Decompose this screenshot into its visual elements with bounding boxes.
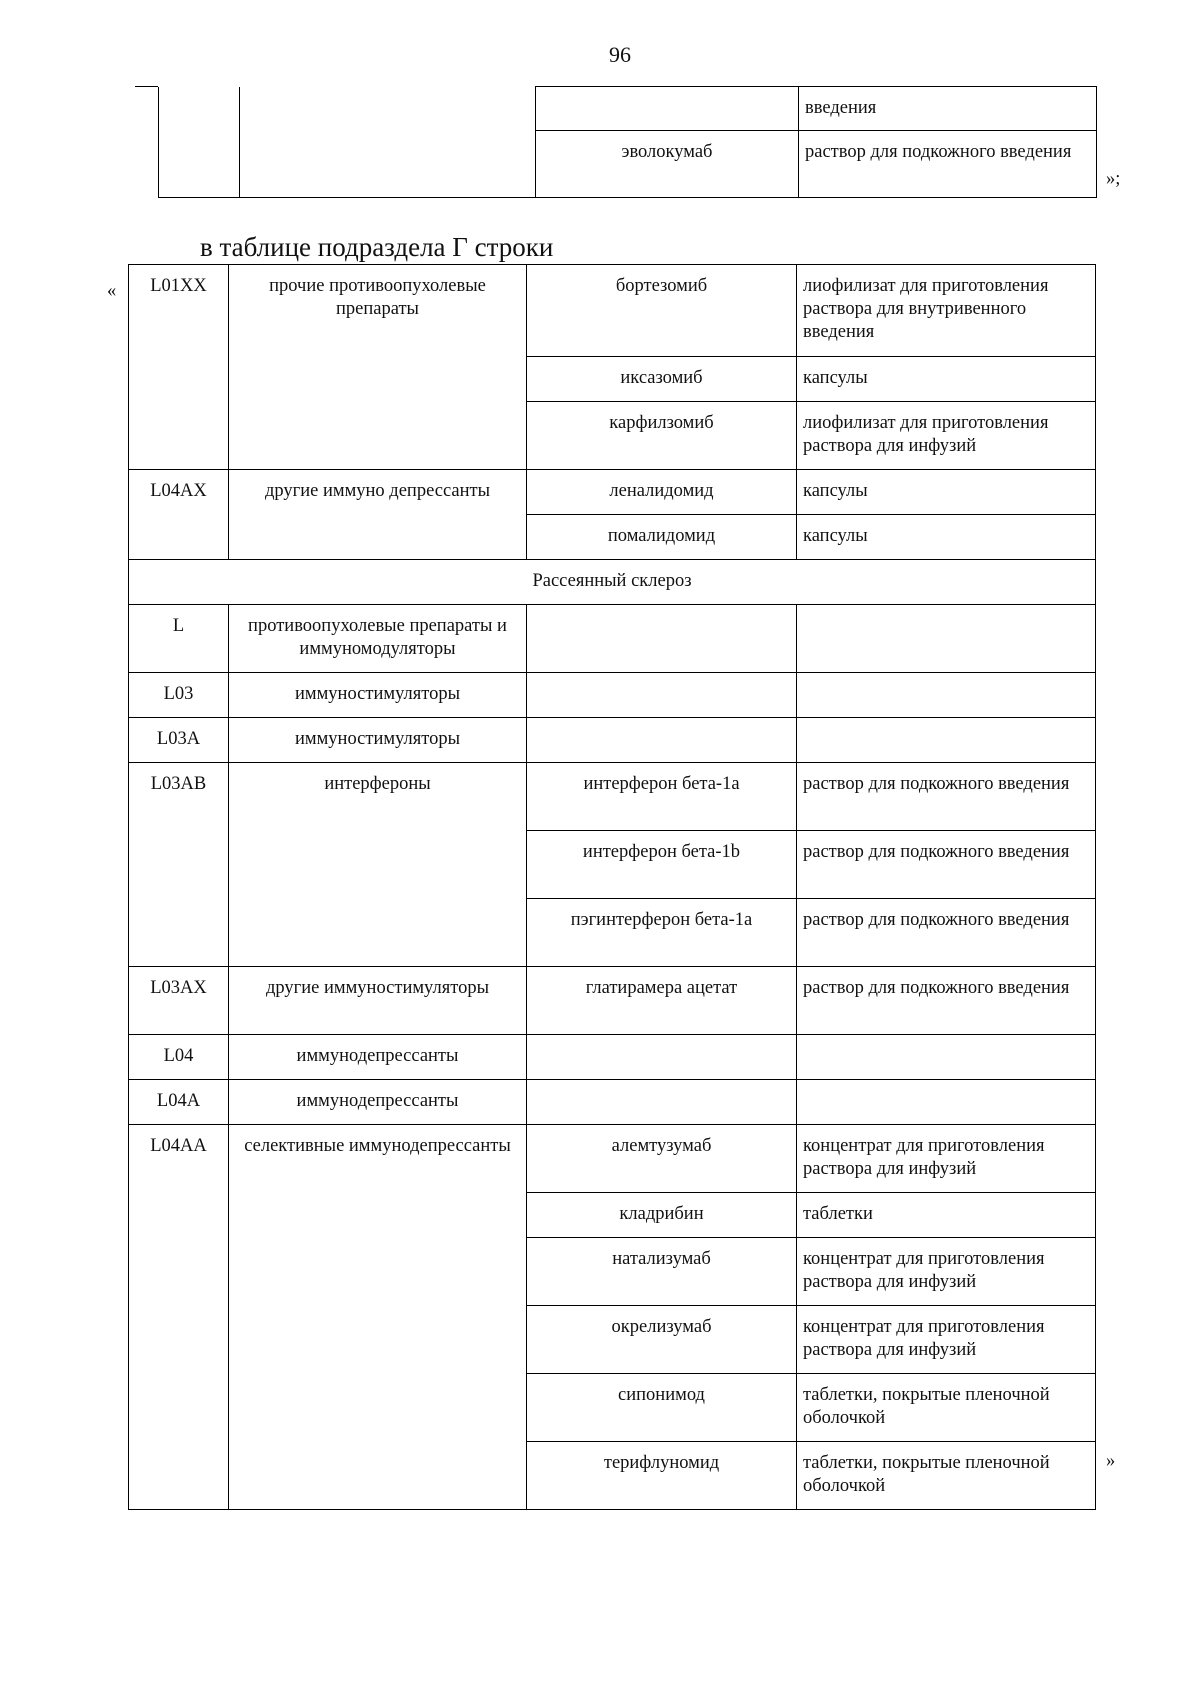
atc-code-cell: L04AX (129, 470, 229, 560)
drug-name-cell: алемтузумаб (527, 1125, 797, 1193)
drug-name-cell: терифлуномид (527, 1442, 797, 1510)
top-rule (135, 86, 158, 87)
drug-name-cell: сипонимод (527, 1374, 797, 1442)
dosage-form-cell: концентрат для приготовления раствора для инфузий (797, 1125, 1096, 1193)
dosage-form-cell (797, 605, 1096, 673)
table-row (129, 763, 1096, 831)
closing-quote: »; (1106, 169, 1121, 189)
dosage-form-cell: капсулы (797, 515, 1096, 560)
dosage-form-cell: таблетки, покрытые пленочной оболочкой (797, 1442, 1096, 1510)
dosage-form-cell: лиофилизат для приготовления раствора для внутривенного введения (797, 265, 1096, 357)
dosage-form-cell: раствор для подкожного введения (797, 763, 1096, 831)
group-name-cell: другие иммуностимуляторы (229, 967, 527, 1035)
opening-quote: « (107, 281, 117, 301)
drug-name-cell: глатирамера ацетат (527, 967, 797, 1035)
drug-name-cell: иксазомиб (527, 357, 797, 402)
drug-name-cell: помалидомид (527, 515, 797, 560)
atc-code-cell: L04AA (129, 1125, 229, 1510)
table-row (129, 1035, 1096, 1080)
drug-name-cell (527, 1080, 797, 1125)
group-name-cell: интерфероны (229, 763, 527, 967)
table-cell (240, 87, 536, 198)
table-row (129, 718, 1096, 763)
section-heading: в таблице подраздела Г строки (200, 232, 554, 262)
table-row (129, 265, 1096, 357)
section-title: Рассеянный склероз (129, 560, 1096, 605)
drug-name-cell: эволокумаб (536, 131, 799, 198)
closing-quote: » (1106, 1451, 1116, 1471)
drug-name-cell (527, 718, 797, 763)
atc-code-cell: L03 (129, 673, 229, 718)
atc-code-cell: L01XX (129, 265, 229, 470)
continued-table (158, 86, 1097, 198)
dosage-form-cell (797, 1080, 1096, 1125)
dosage-form-cell (797, 718, 1096, 763)
table-cell (159, 87, 240, 198)
drug-name-cell: леналидомид (527, 470, 797, 515)
dosage-form-cell: капсулы (797, 357, 1096, 402)
drug-name-cell: натализумаб (527, 1238, 797, 1306)
table-row (129, 1125, 1096, 1193)
dosage-form-cell: таблетки, покрытые пленочной оболочкой (797, 1374, 1096, 1442)
group-name-cell: иммуностимуляторы (229, 718, 527, 763)
dosage-form-cell: раствор для подкожного введения (799, 131, 1097, 198)
group-name-cell: противоопухолевые препараты и иммуномодуляторы (229, 605, 527, 673)
dosage-form-cell: концентрат для приготовления раствора для инфузий (797, 1306, 1096, 1374)
group-name-cell: другие иммуно депрессанты (229, 470, 527, 560)
drug-name-cell: интерферон бета-1a (527, 763, 797, 831)
drug-name-cell: карфилзомиб (527, 402, 797, 470)
drug-name-cell: кладрибин (527, 1193, 797, 1238)
atc-code-cell: L (129, 605, 229, 673)
dosage-form-cell: раствор для подкожного введения (797, 831, 1096, 899)
group-name-cell: иммунодепрессанты (229, 1080, 527, 1125)
table-row (129, 470, 1096, 515)
drug-name-cell: пэгинтерферон бета-1a (527, 899, 797, 967)
dosage-form-cell (797, 1035, 1096, 1080)
atc-code-cell: L03AX (129, 967, 229, 1035)
atc-code-cell: L03A (129, 718, 229, 763)
section-row (129, 560, 1096, 605)
table-row (129, 967, 1096, 1035)
drug-name-cell (527, 1035, 797, 1080)
dosage-form-cell: раствор для подкожного введения (797, 967, 1096, 1035)
drug-name-cell (527, 605, 797, 673)
dosage-form-cell: капсулы (797, 470, 1096, 515)
table-row (129, 605, 1096, 673)
atc-code-cell: L04 (129, 1035, 229, 1080)
group-name-cell: селективные иммунодепрессанты (229, 1125, 527, 1510)
table-row (129, 1080, 1096, 1125)
group-name-cell: прочие противоопухолевые препараты (229, 265, 527, 470)
group-name-cell: иммуностимуляторы (229, 673, 527, 718)
dosage-form-cell: лиофилизат для приготовления раствора для инфузий (797, 402, 1096, 470)
drug-name-cell (527, 673, 797, 718)
drug-table (128, 264, 1096, 1510)
dosage-form-cell: таблетки (797, 1193, 1096, 1238)
group-name-cell: иммунодепрессанты (229, 1035, 527, 1080)
drug-name-cell: бортезомиб (527, 265, 797, 357)
drug-name-cell (536, 87, 799, 131)
drug-name-cell: окрелизумаб (527, 1306, 797, 1374)
dosage-form-cell: концентрат для приготовления раствора для инфузий (797, 1238, 1096, 1306)
atc-code-cell: L03AB (129, 763, 229, 967)
dosage-form-cell: раствор для подкожного введения (797, 899, 1096, 967)
dosage-form-cell: введения (799, 87, 1097, 131)
table-row (129, 673, 1096, 718)
atc-code-cell: L04A (129, 1080, 229, 1125)
dosage-form-cell (797, 673, 1096, 718)
page-number: 96 (609, 42, 631, 67)
drug-name-cell: интерферон бета-1b (527, 831, 797, 899)
